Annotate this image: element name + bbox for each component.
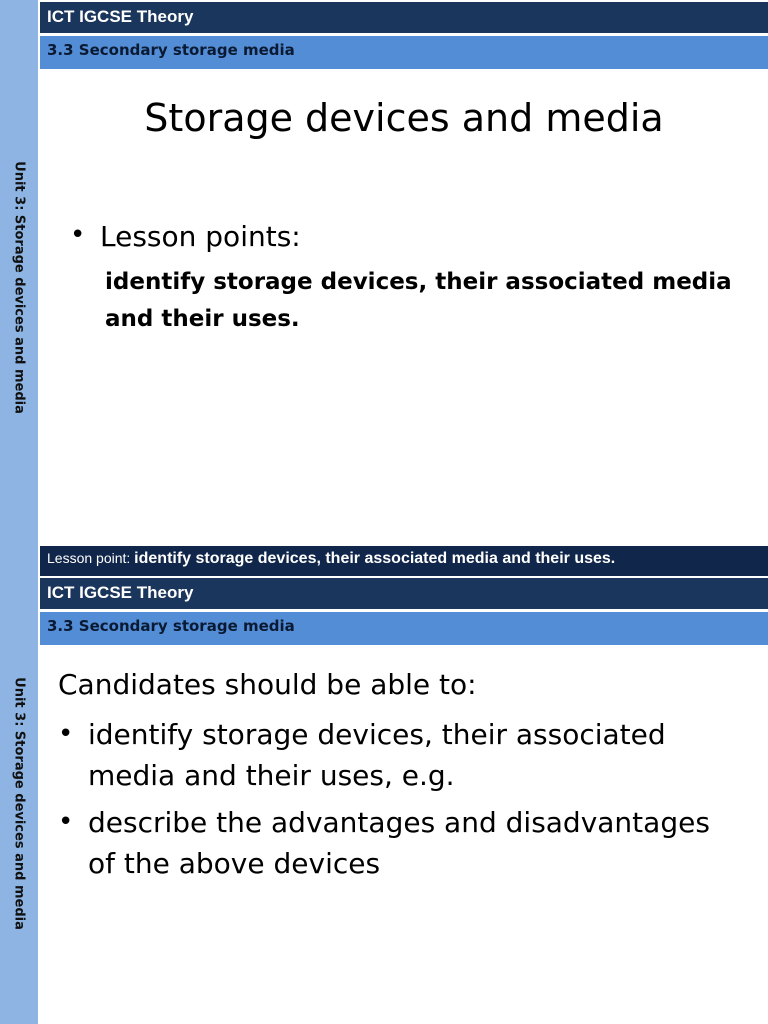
lesson-points-bullet [70, 220, 301, 253]
lesson-point-footer [40, 546, 768, 576]
list-item-text: describe the advantages and disadvantages of the above devices [88, 806, 710, 880]
bullet-icon: • [58, 807, 74, 837]
bullet-icon: • [58, 719, 74, 749]
course-header: ICT IGCSE Theory [40, 2, 768, 33]
footer-text: identify storage devices, their associated media and their uses. [134, 550, 616, 567]
slide-title: Storage devices and media [144, 96, 664, 140]
course-header: ICT IGCSE Theory [40, 578, 768, 609]
sidebar-unit-label: Unit 3: Storage devices and media [11, 677, 27, 930]
list-item [58, 802, 738, 884]
bullet-icon: • [70, 220, 86, 250]
lesson-points-label: Lesson points: [100, 220, 301, 253]
list-item-text: identify storage devices, their associated media and their uses, e.g. [88, 718, 666, 792]
sidebar-strip [0, 576, 38, 1024]
section-header: 3.3 Secondary storage media [40, 612, 768, 645]
sidebar-unit-label: Unit 3: Storage devices and media [11, 161, 27, 414]
list-item [58, 714, 738, 796]
candidates-intro: Candidates should be able to: [58, 668, 477, 701]
sidebar-strip [0, 0, 38, 576]
section-header: 3.3 Secondary storage media [40, 36, 768, 69]
lesson-point-detail: identify storage devices, their associated media and their uses. [105, 269, 732, 332]
slide-2 [0, 576, 768, 1024]
footer-prefix: Lesson point: [47, 550, 135, 566]
